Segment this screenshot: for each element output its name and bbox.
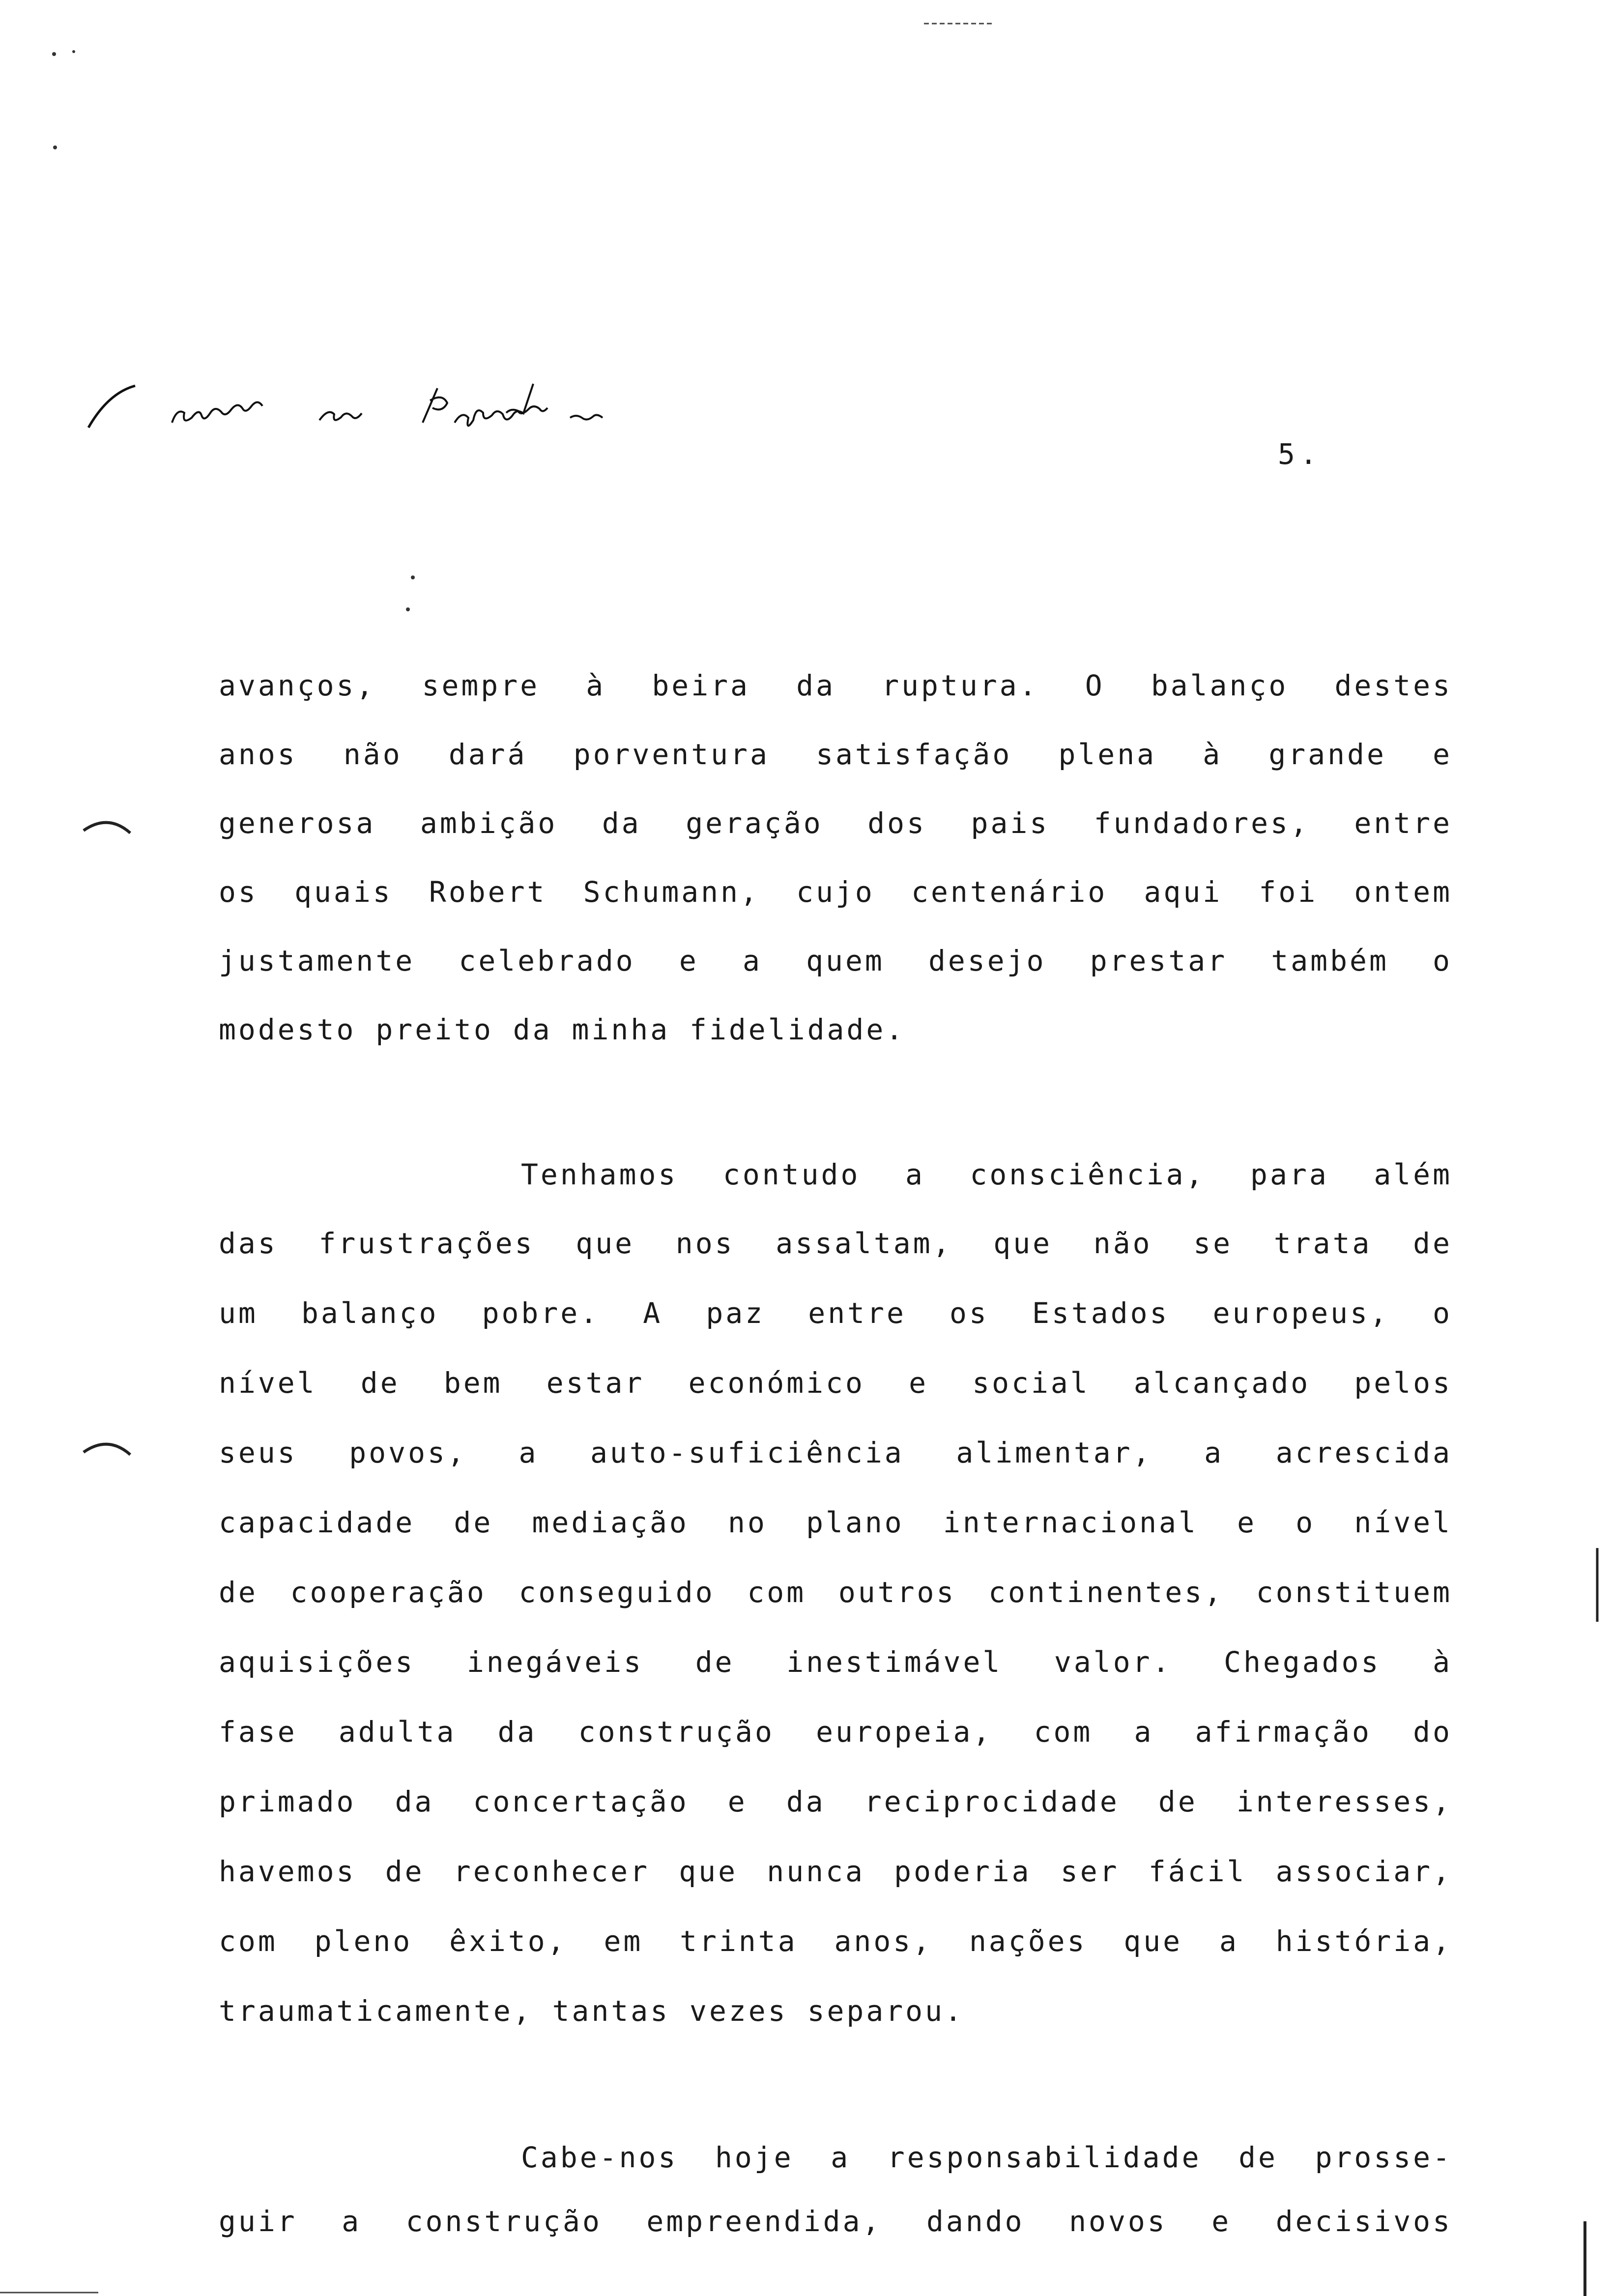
text-line: Cabe-nos hoje a responsabilidade de prosse- (521, 2141, 1452, 2174)
text-line: nível de bem estar económico e social alcançado pelos (219, 1366, 1452, 1400)
text-line: havemos de reconhecer que nunca poderia ser fácil associar, (219, 1855, 1452, 1888)
text-line: de cooperação conseguido com outros continentes, constituem (219, 1576, 1452, 1609)
text-line: avanços, sempre à beira da ruptura. O balanço destes (219, 669, 1452, 702)
text-line: Tenhamos contudo a consciência, para além (521, 1158, 1452, 1191)
text-line: os quais Robert Schumann, cujo centenário aqui foi ontem (219, 875, 1452, 909)
text-line: um balanço pobre. A paz entre os Estados europeus, o (219, 1296, 1452, 1330)
text-line: traumaticamente, tantas vezes separou. (219, 1994, 964, 2028)
text-line: guir a construção empreendida, dando novos e decisivos (219, 2205, 1452, 2238)
text-line: seus povos, a auto-suficiência alimentar, a acrescida (219, 1436, 1452, 1469)
text-line: das frustrações que nos assaltam, que não se trata de (219, 1227, 1452, 1260)
text-line: capacidade de mediação no plano internacional e o nível (219, 1506, 1452, 1539)
text-line: com pleno êxito, em trinta anos, nações que a história, (219, 1924, 1452, 1958)
text-line: fase adulta da construção europeia, com a afirmação do (219, 1715, 1452, 1749)
text-line: justamente celebrado e a quem desejo prestar também o (219, 944, 1452, 977)
text-line: modesto preito da minha fidelidade. (219, 1013, 906, 1046)
text-line: aquisições inegáveis de inestimável valor. Chegados à (219, 1645, 1452, 1679)
text-line: anos não dará porventura satisfação plena à grande e (219, 738, 1452, 771)
text-line: primado da concertação e da reciprocidade de interesses, (219, 1785, 1452, 1818)
text-line: generosa ambição da geração dos pais fundadores, entre (219, 806, 1452, 840)
page-number: 5. (1278, 437, 1322, 471)
